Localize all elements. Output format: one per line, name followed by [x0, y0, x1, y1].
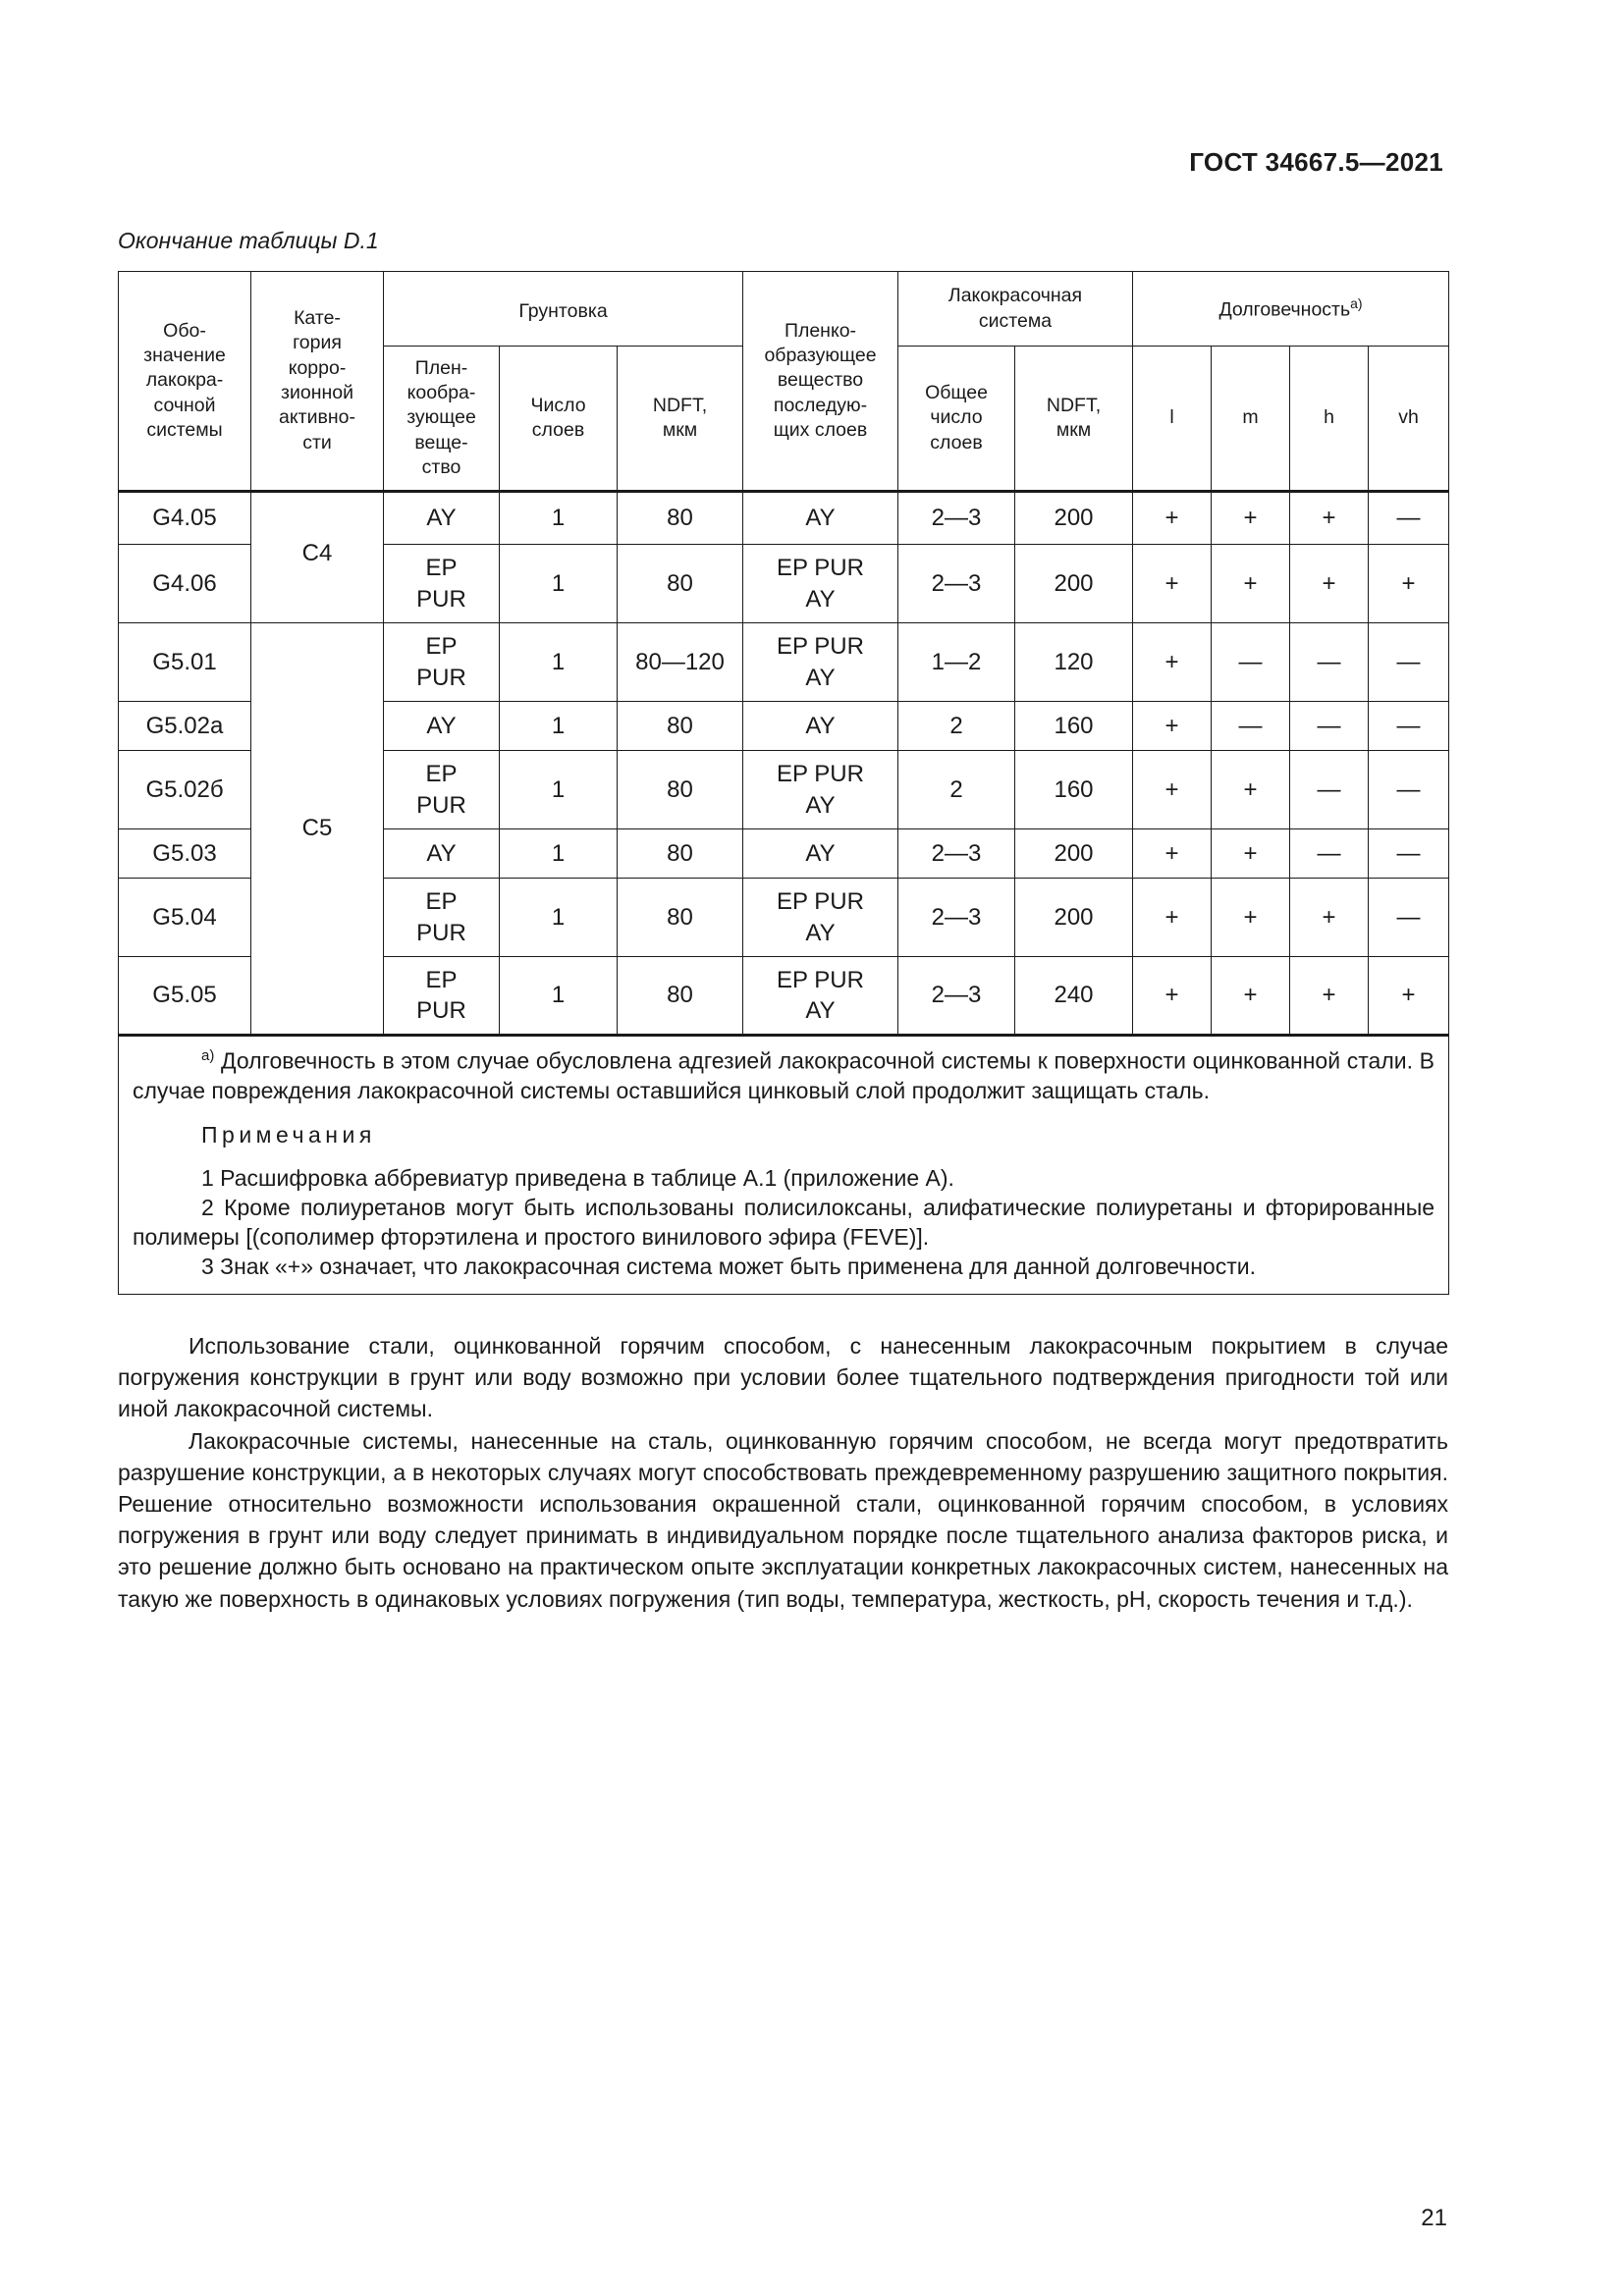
cell-layers: 1	[500, 829, 618, 879]
cell-layers: 1	[500, 879, 618, 957]
header-subsequent-binder: Пленко- образующее вещество последую- щих слоев	[743, 272, 898, 492]
cell-layers: 1	[500, 492, 618, 545]
header-designation: Обо- значение лакокра- сочной системы	[119, 272, 251, 492]
cell-dur-l: +	[1133, 702, 1212, 751]
cell-dur-l: +	[1133, 829, 1212, 879]
cell-total: 2—3	[898, 879, 1015, 957]
cell-dur-m: +	[1212, 545, 1290, 623]
header-primer-layers: Число слоев	[500, 347, 618, 492]
paragraph: Использование стали, оцинкованной горячим способом, с нанесенным лакокрасочным покрытием в случае погружения конструкции в грунт или воду возможно при условии более тщательного подтверждения пригодности той или иной лакокрасочной системы.	[118, 1333, 1448, 1422]
cell-ndft: 80	[618, 702, 743, 751]
cell-total: 2—3	[898, 957, 1015, 1036]
cell-dur-vh: +	[1369, 545, 1449, 623]
cell-dur-l: +	[1133, 751, 1212, 829]
cell-ndft: 80	[618, 829, 743, 879]
footnote	[133, 1046, 1435, 1105]
header-category: Кате- гория корро- зионной активно- сти	[251, 272, 384, 492]
cell-sys-ndft: 120	[1015, 623, 1133, 702]
cell-primer-binder: AY	[384, 492, 500, 545]
cell-ndft: 80	[618, 957, 743, 1036]
header-paint-system: Лакокрасочная система	[898, 272, 1133, 347]
cell-layers: 1	[500, 751, 618, 829]
table-row	[119, 623, 1449, 702]
standard-number: ГОСТ 34667.5—2021	[1189, 147, 1443, 177]
cell-dur-vh: —	[1369, 702, 1449, 751]
cell-subsequent: AY	[743, 702, 898, 751]
cell-id: G4.06	[119, 545, 251, 623]
cell-dur-h: +	[1290, 957, 1369, 1036]
cell-dur-l: +	[1133, 623, 1212, 702]
cell-dur-l: +	[1133, 492, 1212, 545]
cell-id: G5.04	[119, 879, 251, 957]
cell-total: 2	[898, 702, 1015, 751]
cell-dur-m: +	[1212, 879, 1290, 957]
cell-id: G5.01	[119, 623, 251, 702]
cell-sys-ndft: 160	[1015, 702, 1133, 751]
cell-sys-ndft: 200	[1015, 545, 1133, 623]
cell-dur-l: +	[1133, 957, 1212, 1036]
note-item: 3 Знак «+» означает, что лакокрасочная система может быть применена для данной долговечности.	[201, 1254, 1256, 1279]
cell-dur-vh: —	[1369, 879, 1449, 957]
cell-dur-vh: —	[1369, 829, 1449, 879]
footnote-mark: а)	[201, 1047, 215, 1064]
table-row	[119, 492, 1449, 545]
cell-sys-ndft: 240	[1015, 957, 1133, 1036]
cell-primer-binder: EP PUR	[384, 879, 500, 957]
table-caption: Окончание таблицы D.1	[118, 228, 379, 253]
header-dur-h: h	[1290, 347, 1369, 492]
page-number: 21	[1421, 2205, 1447, 2231]
cell-dur-vh: —	[1369, 751, 1449, 829]
cell-primer-binder: EP PUR	[384, 623, 500, 702]
cell-subsequent: EP PUR AY	[743, 545, 898, 623]
cell-dur-h: +	[1290, 879, 1369, 957]
cell-id: G5.02а	[119, 702, 251, 751]
table-footer-row	[119, 1036, 1449, 1295]
cell-primer-binder: EP PUR	[384, 751, 500, 829]
cell-dur-m: +	[1212, 492, 1290, 545]
cell-subsequent: EP PUR AY	[743, 751, 898, 829]
cell-dur-m: +	[1212, 751, 1290, 829]
table-footer	[119, 1036, 1449, 1295]
cell-category-c5: C5	[251, 623, 384, 1036]
cell-sys-ndft: 200	[1015, 829, 1133, 879]
cell-primer-binder: AY	[384, 702, 500, 751]
header-primer: Грунтовка	[384, 272, 743, 347]
cell-dur-m: —	[1212, 623, 1290, 702]
cell-sys-ndft: 200	[1015, 879, 1133, 957]
cell-dur-h: +	[1290, 545, 1369, 623]
cell-subsequent: EP PUR AY	[743, 879, 898, 957]
header-row-1	[119, 272, 1449, 347]
cell-layers: 1	[500, 702, 618, 751]
paragraph: Лакокрасочные системы, нанесенные на сталь, оцинкованную горячим способом, не всегда могут предотвратить разрушение конструкции, а в некоторых случаях могут способствовать преждевременному разрушению защитного покрытия. Решение относительно возможности использования окрашенной стали, оцинкованной горячим способом, в условиях погружения в грунт или воду следует принимать в индивидуальном порядке после тщательного анализа факторов риска, и это решение должно быть основано на практическом опыте эксплуатации конкретных лакокрасочных систем, нанесенных на такую же поверхность в одинаковых условиях погружения (тип воды, температура, жесткость, pH, скорость течения и т.д.).	[118, 1427, 1448, 1612]
header-dur-vh: vh	[1369, 347, 1449, 492]
cell-id: G5.02б	[119, 751, 251, 829]
cell-dur-l: +	[1133, 545, 1212, 623]
cell-total: 2—3	[898, 545, 1015, 623]
cell-ndft: 80	[618, 545, 743, 623]
cell-ndft: 80	[618, 879, 743, 957]
cell-total: 2	[898, 751, 1015, 829]
cell-layers: 1	[500, 623, 618, 702]
header-total-layers: Общее число слоев	[898, 347, 1015, 492]
footnote-text: Долговечность в этом случае обусловлена адгезией лакокрасочной системы к поверхности оцинкованной стали. В случае повреждения лакокрасочной системы оставшийся цинковый слой продолжит защищать сталь.	[133, 1047, 1435, 1103]
cell-subsequent: EP PUR AY	[743, 957, 898, 1036]
header-system-ndft: NDFT, мкм	[1015, 347, 1133, 492]
cell-total: 2—3	[898, 829, 1015, 879]
header-durability-label: Долговечность	[1218, 298, 1351, 321]
cell-dur-m: +	[1212, 829, 1290, 879]
header-durability-mark: а)	[1350, 295, 1363, 312]
cell-subsequent: AY	[743, 829, 898, 879]
cell-sys-ndft: 160	[1015, 751, 1133, 829]
cell-total: 2—3	[898, 492, 1015, 545]
cell-dur-h: —	[1290, 751, 1369, 829]
cell-ndft: 80—120	[618, 623, 743, 702]
body-text	[118, 1330, 1448, 1615]
cell-dur-vh: —	[1369, 623, 1449, 702]
cell-ndft: 80	[618, 492, 743, 545]
header-dur-l: l	[1133, 347, 1212, 492]
notes-title: Примечания	[201, 1122, 376, 1148]
cell-id: G5.05	[119, 957, 251, 1036]
header-primer-ndft: NDFT, мкм	[618, 347, 743, 492]
cell-layers: 1	[500, 957, 618, 1036]
cell-dur-h: +	[1290, 492, 1369, 545]
header-primer-binder: Плен- кообра- зующее веще- ство	[384, 347, 500, 492]
cell-category-c4: C4	[251, 492, 384, 623]
cell-id: G5.03	[119, 829, 251, 879]
cell-primer-binder: EP PUR	[384, 545, 500, 623]
cell-primer-binder: EP PUR	[384, 957, 500, 1036]
cell-dur-h: —	[1290, 702, 1369, 751]
header-dur-m: m	[1212, 347, 1290, 492]
cell-dur-m: +	[1212, 957, 1290, 1036]
cell-ndft: 80	[618, 751, 743, 829]
coating-systems-table	[118, 271, 1449, 1295]
cell-dur-vh: +	[1369, 957, 1449, 1036]
cell-dur-h: —	[1290, 623, 1369, 702]
cell-primer-binder: AY	[384, 829, 500, 879]
cell-subsequent: EP PUR AY	[743, 623, 898, 702]
cell-sys-ndft: 200	[1015, 492, 1133, 545]
cell-total: 1—2	[898, 623, 1015, 702]
cell-dur-vh: —	[1369, 492, 1449, 545]
cell-subsequent: AY	[743, 492, 898, 545]
header-durability	[1133, 272, 1449, 347]
cell-layers: 1	[500, 545, 618, 623]
note-item: 2 Кроме полиуретанов могут быть использованы полисилоксаны, алифатические полиуретаны и фторированные полимеры [(сополимер фторэтилена и простого винилового эфира (FEVE)].	[133, 1195, 1435, 1251]
cell-dur-m: —	[1212, 702, 1290, 751]
cell-id: G4.05	[119, 492, 251, 545]
note-item: 1 Расшифровка аббревиатур приведена в таблице А.1 (приложение А).	[201, 1165, 954, 1192]
cell-dur-l: +	[1133, 879, 1212, 957]
cell-dur-h: —	[1290, 829, 1369, 879]
